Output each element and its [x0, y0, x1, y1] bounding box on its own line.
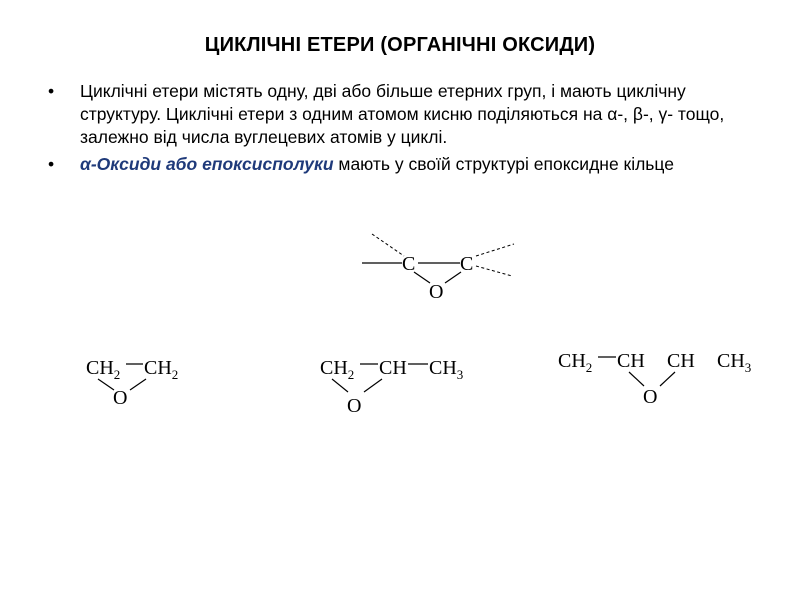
oxygen-atom: O — [347, 395, 362, 417]
bullet-dot: • — [48, 154, 55, 174]
butylene-oxide-formula — [558, 350, 751, 408]
epoxide-ring-formula — [362, 234, 514, 303]
carbon-atom: C — [402, 253, 416, 275]
carbon-oxygen-bond — [364, 379, 382, 392]
substituent-bond — [476, 266, 512, 276]
substituent-bond — [372, 234, 404, 256]
ethylene-oxide-formula — [86, 357, 178, 409]
carbon-oxygen-bond — [660, 372, 675, 386]
bullet-text: Циклічні етери містять одну, дві або більше етерних груп, і мають циклічну структуру. Циклічні етери з одним атомом кисню поділяються на α-, β-, γ- тощо, залежно від числа вуглецевих атомів у циклі. — [80, 81, 725, 147]
oxygen-atom: O — [643, 386, 658, 408]
emphasis-term: α-Оксиди або епоксисполуки — [80, 154, 334, 174]
carbon-group: $CH_3$ — [717, 350, 752, 375]
bullet-text: мають у своїй структурі епоксидне кільце — [333, 154, 674, 174]
carbon-group: CH — [667, 350, 695, 372]
carbon-oxygen-bond — [629, 372, 644, 386]
carbon-group: $CH_2$ — [320, 357, 355, 382]
carbon-oxygen-bond — [332, 379, 348, 392]
bullet-dot: • — [48, 81, 55, 101]
oxygen-atom: O — [113, 387, 128, 409]
propylene-oxide-formula — [320, 357, 463, 417]
carbon-oxygen-bond — [130, 379, 146, 390]
carbon-group: $CH_3$ — [429, 357, 464, 382]
carbon-group: CH — [617, 350, 645, 372]
carbon-group: $CH_2$ — [558, 350, 593, 375]
carbon-oxygen-bond — [414, 272, 430, 283]
carbon-oxygen-bond — [98, 379, 114, 390]
carbon-atom: C — [460, 253, 474, 275]
carbon-group: $CH_2$ — [144, 357, 179, 382]
carbon-oxygen-bond — [445, 272, 461, 283]
substituent-bond — [476, 244, 514, 256]
carbon-group: $CH_2$ — [86, 357, 121, 382]
oxygen-atom: O — [429, 281, 444, 303]
slide-title: ЦИКЛІЧНІ ЕТЕРИ (ОРГАНІЧНІ ОКСИДИ) — [204, 34, 596, 56]
carbon-group: CH — [379, 357, 407, 379]
